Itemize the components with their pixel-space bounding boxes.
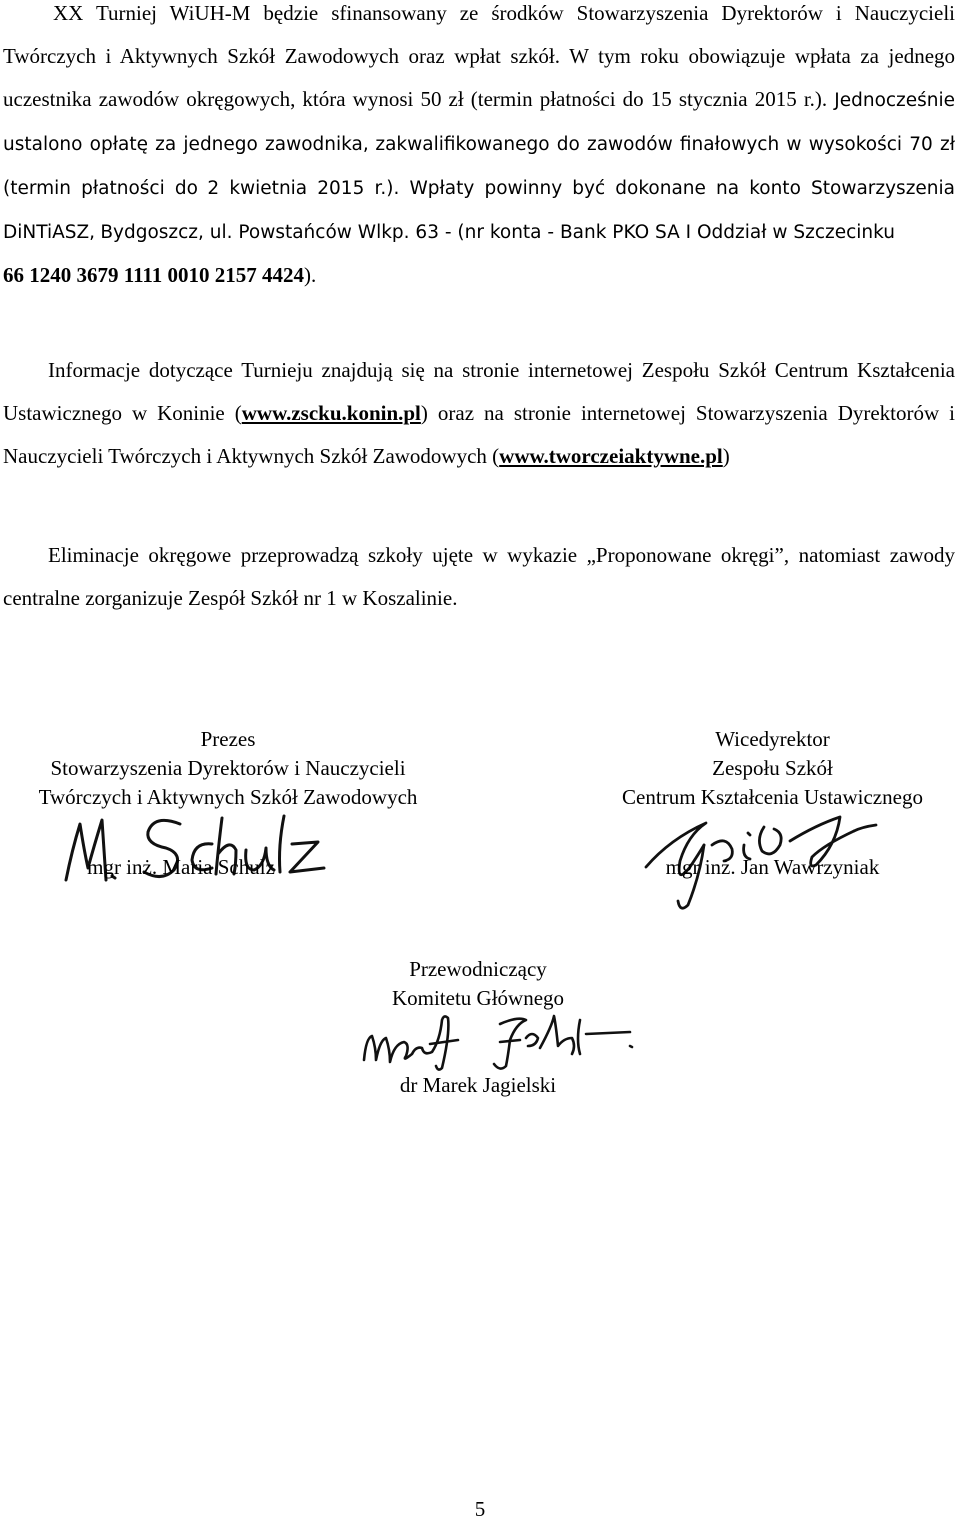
president-signature-block: [0, 725, 456, 812]
p1-line5: zakwalifikowanego do zawodów finałowych w wysokości 70 zł (termin płatności do: [3, 134, 955, 199]
funding-paragraph: [3, 0, 955, 297]
president-org-line1: Stowarzyszenia Dyrektorów i Nauczycieli: [50, 756, 406, 780]
vice-director-org-line1: Zespołu Szkół: [712, 756, 833, 780]
p2-text-end: ): [722, 444, 730, 468]
information-paragraph: [3, 349, 955, 478]
vice-director-signature-block: [585, 725, 960, 812]
p1-line3: obowiązuje wpłata za jednego uczestnika zawodów okręgowych, która wynosi 50 zł (termin: [3, 44, 956, 111]
p1-line8-end: ).: [304, 263, 317, 287]
chairman-name: dr Marek Jagielski: [399, 1073, 557, 1097]
vice-director-name: mgr inż. Jan Wawrzyniak: [665, 855, 880, 879]
p1-line4a: płatności do 15 stycznia 2015 r.).: [539, 87, 828, 111]
president-org-line2: Twórczych i Aktywnych Szkół Zawodowych: [38, 785, 418, 809]
chairman-role: Przewodniczący: [409, 957, 547, 981]
chairman-org: Komitetu Głównego: [391, 986, 565, 1010]
zscku-link[interactable]: www.zscku.konin.pl: [241, 401, 421, 425]
vice-director-org-line2: Centrum Kształcenia Ustawicznego: [622, 785, 923, 809]
p2-text-before: Informacje dotyczące Turnieju znajdują się na stronie internetowej Zespołu Szkół Centrum Kształcenia Ustawicznego w Koninie (: [3, 358, 955, 425]
p1-line6: 2 kwietnia 2015 r.). Wpłaty powinny być dokonane na konto Stowarzyszenia DiNTiASZ,: [3, 178, 955, 243]
president-role: Prezes: [200, 727, 256, 751]
page-number: 5: [474, 1497, 486, 1521]
p1-line2: i Nauczycieli Twórczych i Aktywnych Szkół Zawodowych oraz wpłat szkół. W tym roku: [3, 1, 956, 68]
p3-text: Eliminacje okręgowe przeprowadzą szkoły ujęte w wykazie „Proponowane okręgi”, natomiast zawody centralne zorganizuje Zespół Szkół nr 1 w Koszalinie.: [3, 543, 955, 610]
chairman-handwritten-signature: [360, 1010, 640, 1075]
p1-line7: Bydgoszcz, ul. Powstańców Wlkp. 63 - (nr konta - Bank PKO SA I Oddział w Szczecinku: [100, 222, 895, 243]
eliminations-paragraph: [3, 534, 955, 620]
p2-text-middle: ) oraz na stronie internetowej Stowarzyszenia Dyrektorów i Nauczycieli Twórczych i Aktywnych Szkół Zawodowych (: [3, 401, 955, 468]
vice-director-role: Wicedyrektor: [715, 727, 830, 751]
p1-line1: XX Turniej WiUH-M będzie sfinansowany ze środków Stowarzyszenia Dyrektorów: [53, 1, 823, 25]
committee-chairman-signature-block: [330, 955, 626, 1013]
p1-line4b: Jednocześnie ustalono opłatę za jednego zawodnika,: [3, 90, 956, 155]
tworczeiaktywne-link[interactable]: www.tworczeiaktywne.pl: [499, 444, 723, 468]
president-name: mgr inż. Maria Schulz: [87, 855, 275, 879]
bank-account-number: 66 1240 3679 1111 0010 2157 4424: [3, 263, 305, 287]
